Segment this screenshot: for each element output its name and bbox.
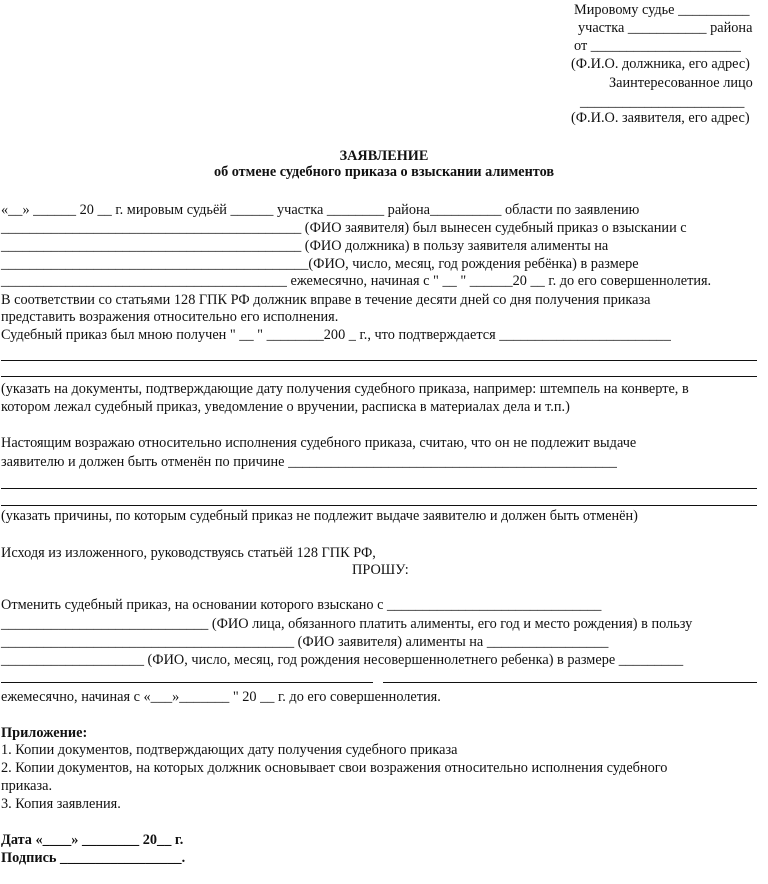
fill-in-line — [383, 682, 757, 683]
date-line: Дата «____» ________ 20__ г. — [1, 832, 184, 848]
body-line: Настоящим возражаю относительно исполнения судебного приказа, считаю, что он не подлежит выдаче — [1, 435, 637, 451]
signature-line: Подпись _________________. — [1, 850, 186, 866]
body-line: (указать на документы, подтверждающие дату получения судебного приказа, например: штемпель на конверте, в — [1, 381, 689, 397]
body-line: Судебный приказ был мною получен " __ " ________200 _ г., что подтверждается ________________________ — [1, 327, 671, 343]
document-title: ЗАЯВЛЕНИЕ — [339, 148, 429, 164]
interested-party-label: Заинтересованное лицо — [609, 75, 753, 91]
attachments-heading: Приложение: — [1, 725, 88, 741]
applicant-caption: (Ф.И.О. заявителя, его адрес) — [571, 110, 750, 126]
body-line: __________________________________________ (ФИО должника) в пользу заявителя алименты на — [1, 238, 609, 254]
debtor-from: от _____________________ — [574, 38, 741, 54]
body-line: __________________________________________ (ФИО заявителя) был вынесен судебный приказ о взыскании с — [1, 220, 687, 236]
body-line: представить возражения относительно его исполнения. — [1, 309, 339, 325]
body-line: ___________________________________________(ФИО, число, месяц, год рождения ребёнка) в размере — [1, 256, 639, 272]
body-line: Исходя из изложенного, руководствуясь статьёй 128 ГПК РФ, — [1, 545, 376, 561]
fill-in-line — [1, 682, 373, 683]
body-line: ________________________________________ ежемесячно, начиная с " __ " ______20 __ г. до его совершеннолетия. — [1, 273, 712, 289]
recipient-district: участка ___________ района — [578, 20, 753, 36]
body-line: _________________________________________ (ФИО заявителя) алименты на _________________ — [1, 634, 609, 650]
body-line: заявителю и должен быть отменён по причине ______________________________________________ — [1, 454, 617, 470]
fill-in-line — [1, 488, 757, 489]
body-line: _____________________________ (ФИО лица, обязанного платить алименты, его год и место рождения) в пользу — [1, 616, 693, 632]
interested-party-blank: _______________________ — [580, 94, 745, 110]
body-line: В соответствии со статьями 128 ГПК РФ должник вправе в течение десяти дней со дня получения приказа — [1, 292, 651, 308]
fill-in-line — [1, 360, 757, 361]
request-heading: ПРОШУ: — [352, 562, 409, 578]
debtor-caption: (Ф.И.О. должника, его адрес) — [571, 56, 750, 72]
body-line: «__» ______ 20 __ г. мировым судьёй ______ участка ________ района__________ области по заявлению — [1, 202, 640, 218]
attachment-item: 2. Копии документов, на которых должник основывает свои возражения относительно исполнения судебного — [1, 760, 668, 776]
fill-in-line — [1, 376, 757, 377]
attachment-item: 3. Копия заявления. — [1, 796, 121, 812]
body-line: (указать причины, по которым судебный приказ не подлежит выдаче заявителю и должен быть отменён) — [1, 508, 638, 524]
attachment-item: 1. Копии документов, подтверждающих дату получения судебного приказа — [1, 742, 458, 758]
attachment-item: приказа. — [1, 778, 53, 794]
body-line: ____________________ (ФИО, число, месяц, год рождения несовершеннолетнего ребенка) в размере _________ — [1, 652, 684, 668]
body-line: котором лежал судебный приказ, уведомление о вручении, расписка в материалах дела и т.п.) — [1, 399, 570, 415]
fill-in-line — [1, 505, 757, 506]
recipient-judge: Мировому судье __________ — [574, 2, 750, 18]
document-subtitle: об отмене судебного приказа о взыскании алиментов — [213, 164, 555, 180]
body-line: ежемесячно, начиная с «___»_______ " 20 __ г. до его совершеннолетия. — [1, 689, 441, 705]
body-line: Отменить судебный приказ, на основании которого взыскано с ______________________________ — [1, 597, 602, 613]
